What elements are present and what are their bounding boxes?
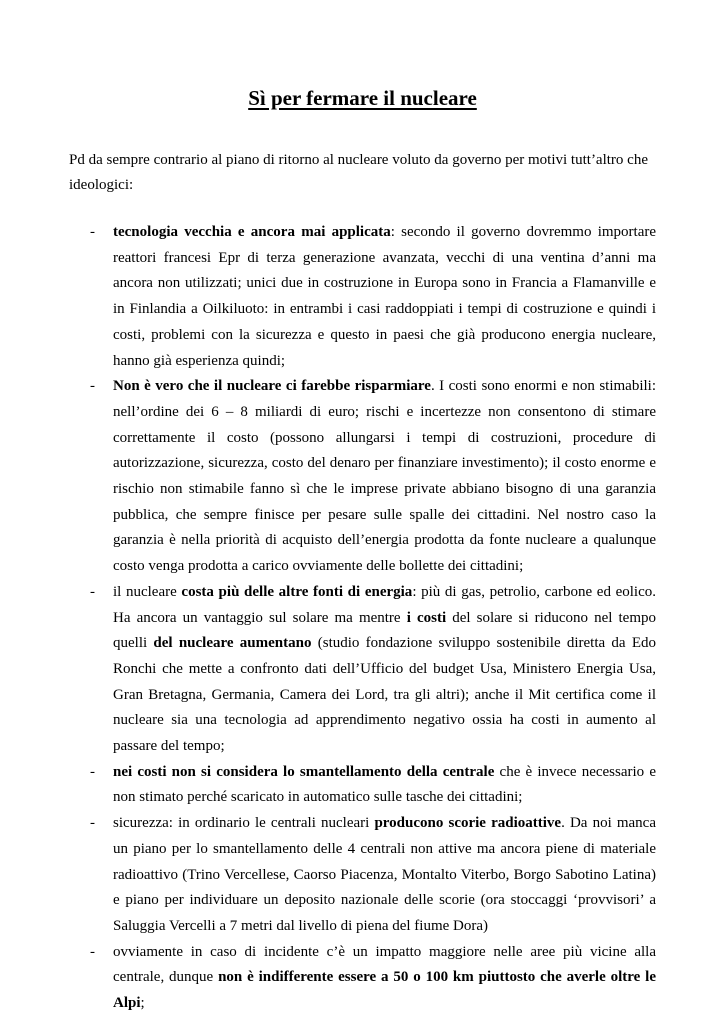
list-item — [0, 220, 656, 374]
bold-phrase: costa più delle altre fonti di energia — [181, 583, 413, 600]
bullet-dash: - — [90, 943, 95, 960]
list-item — [0, 374, 656, 580]
text-run: . I costi sono enormi e non stimabili: nell’ordine dei 6 – 8 miliardi di euro; rischi e incertezze non consentono di stimare correttamente il costo (possono allungarsi i tempi di costruzioni, procedure di autorizzazione, sicurezza, costo del denaro per finanziare investimento); il costo enorme e rischio non stimabile fanno sì che le imprese private abbiano bisogno di una garanzia pubblica, che sempre finisce per pesare sulle spalle dei cittadini. Nel nostro caso la garanzia è nella priorità di acquisto dell’energia prodotta da fonte nucleare a qualunque costo venga prodotta a carico ovviamente delle bollette dei cittadini; — [113, 378, 656, 575]
bullet-list — [0, 220, 725, 1017]
text-run: (studio fondazione sviluppo sostenibile diretta da Edo Ronchi che mette a confronto dati dell’Ufficio del budget Usa, Ministero Energia Usa, Gran Bretagna, Germania, Camera dei Lord, tra gli altri); anche il Mit certifica come il nucleare sia una tecnologia ad apprendimento negativo ossia ha costi in aumento al passare del tempo; — [113, 635, 656, 755]
list-item-text — [113, 374, 656, 580]
text-run: che è invece necessario e non stimato perché scaricato in automatico sulle tasche dei cittadini; — [113, 763, 656, 806]
text-run: sicurezza: in ordinario le centrali nucleari — [113, 815, 375, 832]
bold-phrase: del nucleare aumentano — [153, 635, 312, 652]
bold-phrase: nei costi non si considera lo smantellamento della centrale — [113, 763, 495, 780]
document-title: Sì per fermare il nucleare — [248, 86, 477, 110]
text-run: : secondo il governo dovremmo importare reattori francesi Epr di terza generazione avanzata, vecchi di una ventina d’anni ma ancora non utilizzati; unici due in costruzione in Europa sono in Francia a Flamanville e in Finlandia a Oilkiluoto: in entrambi i casi raddoppiati i tempi di costruzione e quindi i costi, problemi con la sicurezza e questo in paesi che già producono energia nucleare, hanno già esperienza quindi; — [113, 224, 657, 369]
list-item-text — [113, 220, 656, 374]
text-run: del solare si riducono nel tempo quelli — [113, 609, 656, 652]
text-run: ; — [140, 995, 145, 1012]
text-run: : più di gas, petrolio, carbone ed eolico. Ha ancora un vantaggio sul solare ma mentre — [113, 583, 656, 626]
list-item-text — [113, 580, 656, 760]
bullet-dash: - — [90, 583, 95, 600]
list-item — [0, 811, 656, 940]
text-run: . Da noi manca un piano per lo smantellamento delle 4 centrali non attive ma ancora piene di materiale radioattivo (Trino Vercellese, Caorso Piacenza, Montalto Viterbo, Borgo Sabotino Latina) e piano per individuare un deposito nazionale delle scorie (ora stoccaggi ‘provvisori’ a Saluggia Vercelli a 7 metri dal livello di piena del fiume Dora) — [113, 815, 656, 934]
bullet-dash: - — [90, 815, 95, 832]
bold-phrase: Non è vero che il nucleare ci farebbe risparmiare — [113, 378, 431, 395]
list-item — [0, 940, 656, 1017]
text-run: ovviamente in caso di incidente c’è un impatto maggiore nelle aree più vicine alla centrale, dunque — [113, 943, 656, 986]
list-item-text — [113, 811, 656, 940]
text-run: il nucleare — [113, 583, 182, 600]
list-item-text — [113, 760, 656, 811]
list-item — [0, 760, 656, 811]
bullet-dash: - — [90, 763, 95, 780]
intro-paragraph: Pd da sempre contrario al piano di ritorno al nucleare voluto da governo per motivi tutt’altro che ideologici: — [69, 152, 648, 193]
bold-phrase: producono scorie radioattive — [374, 815, 562, 832]
bold-phrase: i costi — [406, 609, 447, 626]
list-item-text — [113, 940, 656, 1017]
bullet-dash: - — [90, 378, 95, 395]
bold-phrase: tecnologia vecchia e ancora mai applicata — [113, 224, 391, 240]
bold-phrase: non è indifferente essere a 50 o 100 km piuttosto che averle oltre le Alpi — [113, 969, 656, 1012]
list-item — [0, 580, 656, 760]
bullet-dash: - — [90, 224, 95, 240]
